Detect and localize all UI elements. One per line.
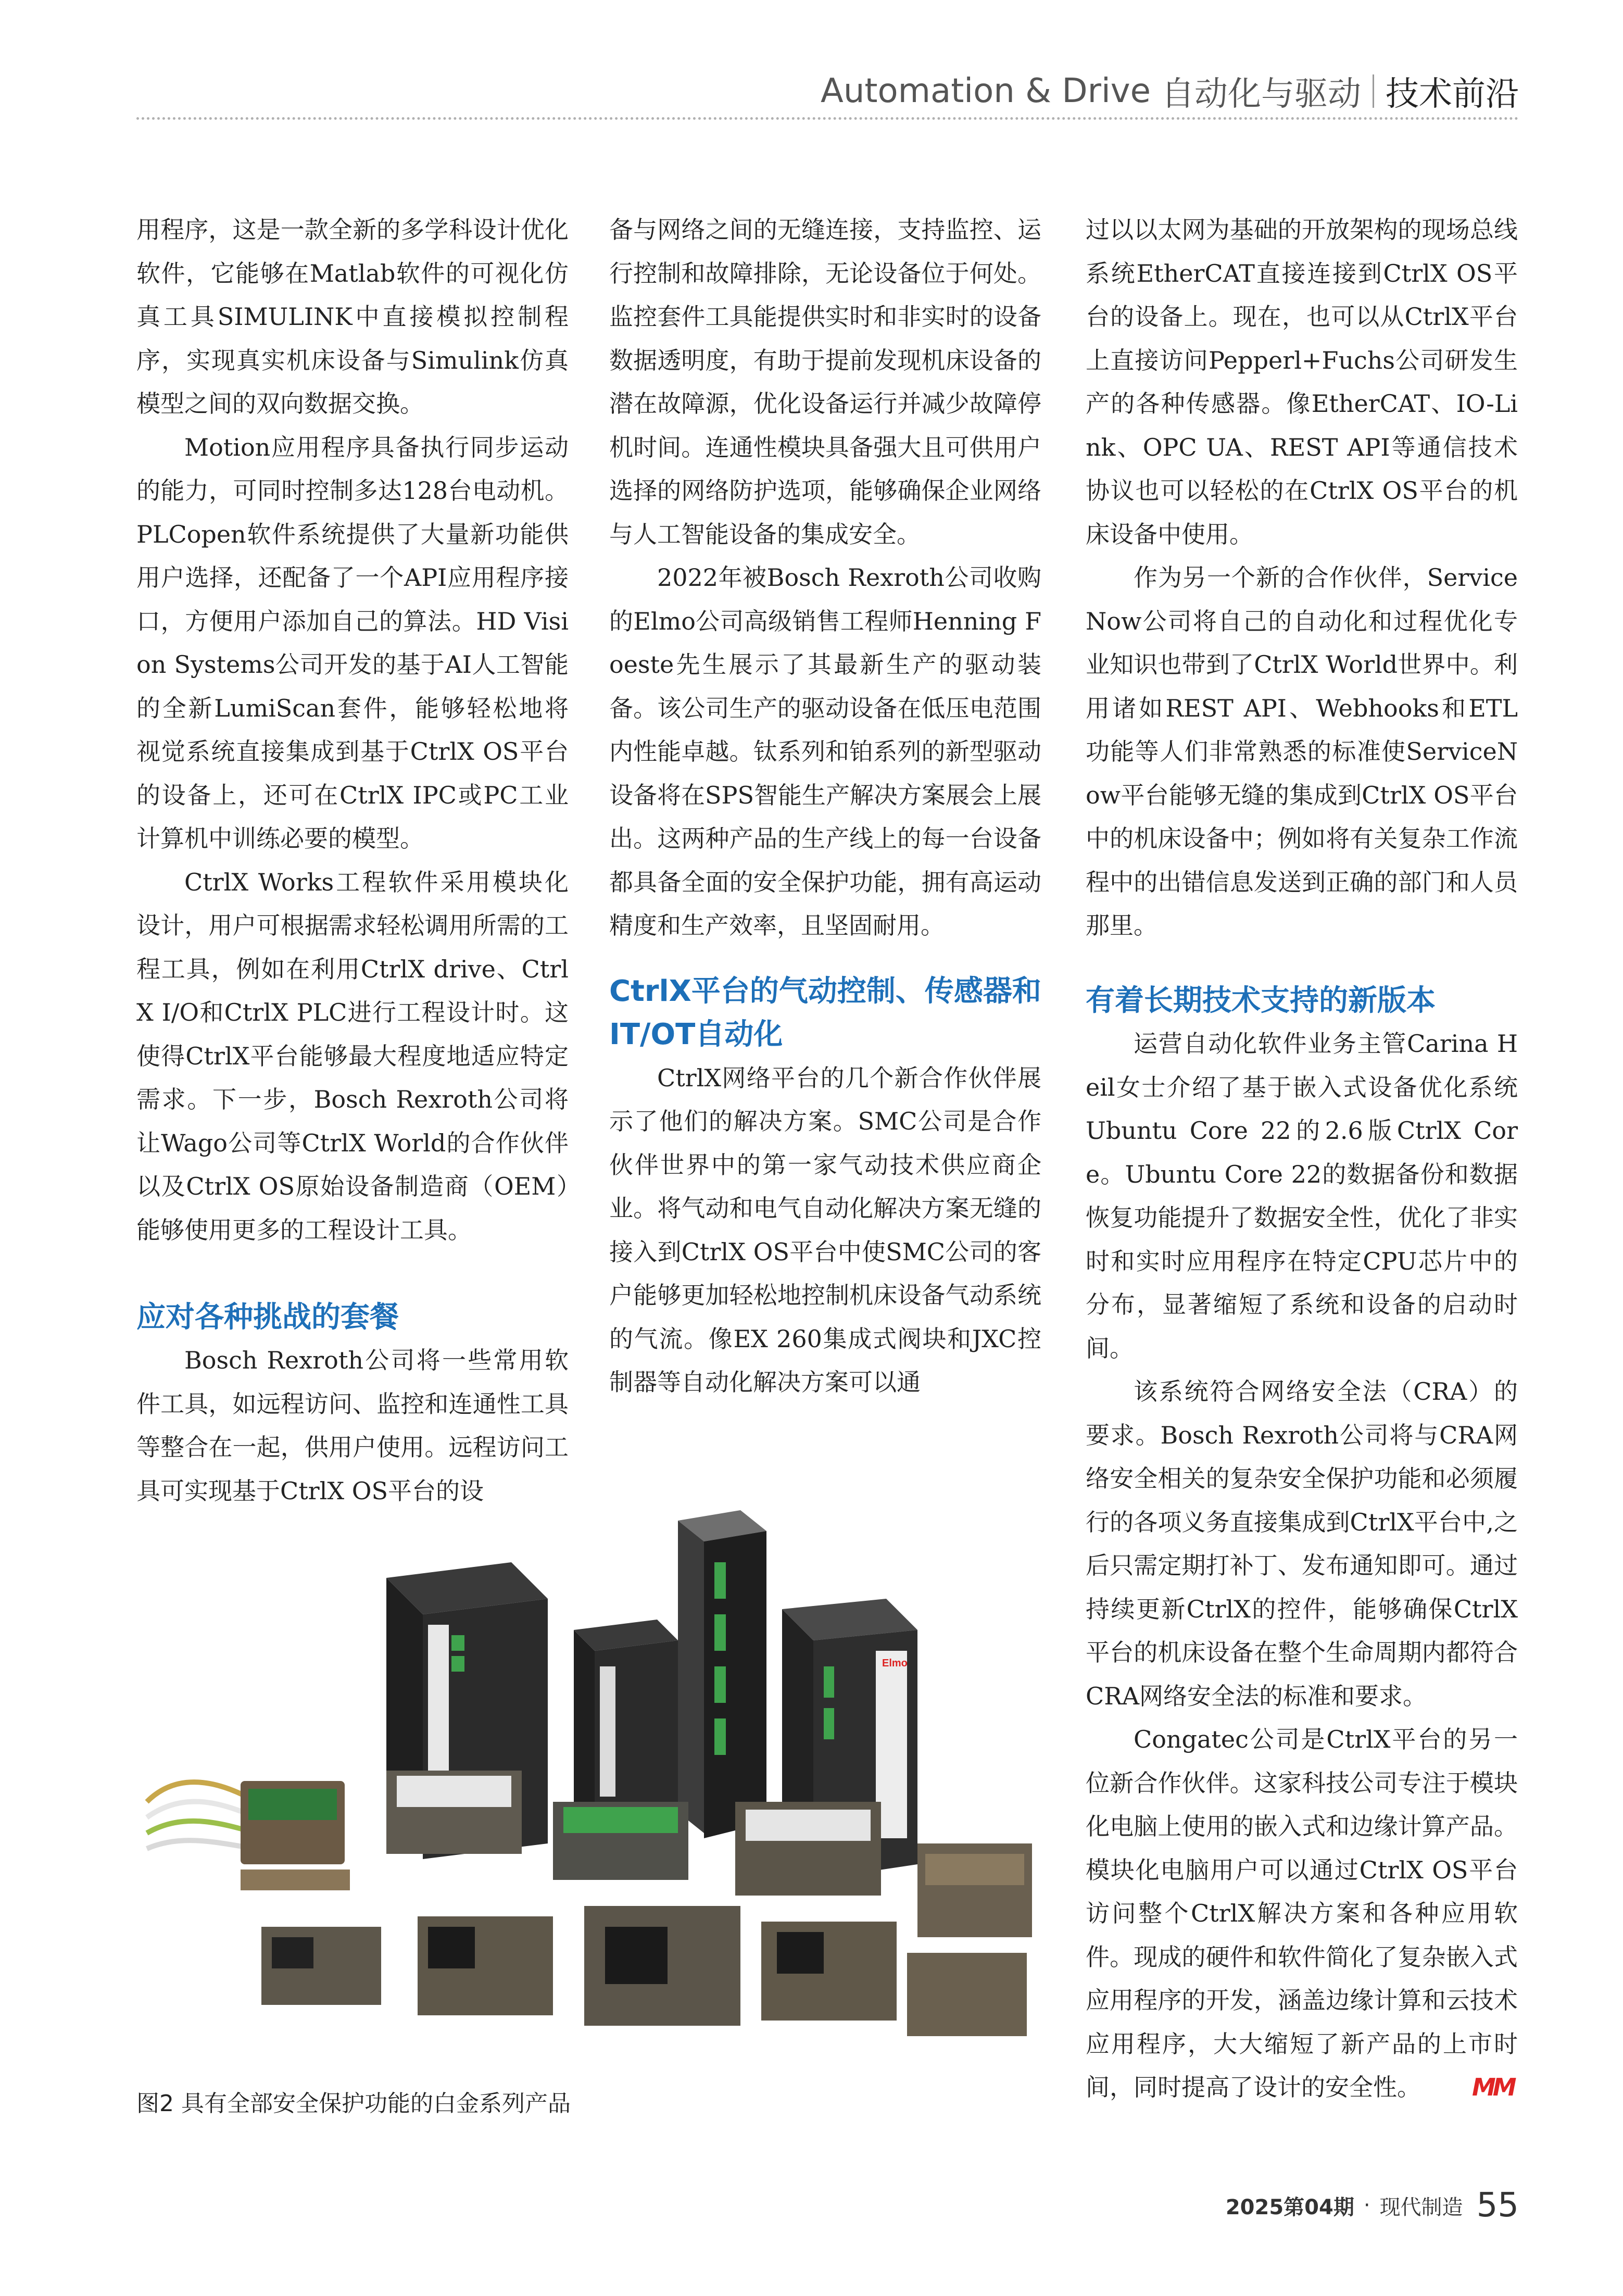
paragraph	[1086, 1718, 1518, 2110]
drive-unit-illustration	[678, 1510, 766, 1838]
paragraph: 过以以太网为基础的开放架构的现场总线系统EtherCAT直接连接到CtrlX OS平台的设备上。现在，也可以从CtrlX平台上直接访问Pepperl+Fuchs公司研发生产的各种传感器。像EtherCAT、IO-Link、OPC UA、REST API等通信技术协议也可以轻松的在CtrlX OS平台的机床设备中使用。	[1086, 216, 1518, 548]
paragraph: 作为另一个新的合作伙伴，ServiceNow公司将自己的自动化和过程优化专业知识也带到了CtrlX World世界中。利用诸如REST API、Webhooks和ETL功能等人们非常熟悉的标准使ServiceNow平台能够无缝的集成到CtrlX OS平台中的机床设备中；例如将有关复杂工作流程中的出错信息发送到正确的部门和人员那里。	[1086, 563, 1518, 939]
cable-bundle-illustration	[147, 1782, 256, 1849]
running-header	[0, 62, 1623, 120]
paragraph: 运营自动化软件业务主管Carina Heil女士介绍了基于嵌入式设备优化系统Ubuntu Core 22的2.6版CtrlX Core。Ubuntu Core 22的数据备份和数据恢复功能提升了数据安全性，优化了非实时和实时应用程序在特定CPU芯片中的分布，显著缩短了系统和设备的启动时间。	[1086, 1030, 1518, 1362]
product-photo	[136, 1510, 1048, 2083]
footer-dot: ·	[1363, 2193, 1370, 2217]
paragraph-text: Congatec公司是CtrlX平台的另一位新合作伙伴。这家科技公司专注于模块化电脑上使用的嵌入式和边缘计算产品。模块化电脑用户可以通过CtrlX OS平台访问整个CtrlX解决方案和各种应用软件。现成的硬件和软件简化了复杂嵌入式应用程序的开发，涵盖边缘计算和云技术应用程序，大大缩短了新产品的上市时间，同时提高了设计的安全性。	[1086, 1725, 1518, 2101]
header-chinese: 自动化与驱动	[1161, 75, 1361, 114]
header-divider	[1373, 74, 1374, 108]
paragraph: 备与网络之间的无缝连接，支持监控、运行控制和故障排除，无论设备位于何处。监控套件工具能提供实时和非实时的设备数据透明度，有助于提前发现机床设备的潜在故障源，优化设备运行并减少故障停机时间。连通性模块具备强大且可供用户选择的网络防护选项，能够确保企业网络与人工智能设备的集成安全。	[609, 216, 1041, 548]
page-footer	[1226, 2182, 1519, 2229]
header-section: 技术前沿	[1386, 75, 1519, 114]
footer-magazine: 现代制造	[1379, 2195, 1463, 2219]
section-heading: CtrlX平台的气动控制、传感器和IT/OT自动化	[609, 974, 1041, 1051]
text-column-2	[609, 208, 1041, 1404]
section-heading: 有着长期技术支持的新版本	[1086, 983, 1436, 1018]
elmo-label: Elmo	[882, 1658, 908, 1669]
paragraph: CtrlX网络平台的几个新合作伙伴展示了他们的解决方案。SMC公司是合作伙伴世界中的第一家气动技术供应商企业。将气动和电气自动化解决方案无缝的接入到CtrlX OS平台中使SMC公司的客户能够更加轻松地控制机床设备气动系统的气流。像EX 260集成式阀块和JXC控制器等自动化解决方案可以通	[609, 1063, 1041, 1396]
header-dotted-rule	[136, 117, 1519, 120]
section-heading: 应对各种挑战的套餐	[136, 1300, 399, 1334]
paragraph: 2022年被Bosch Rexroth公司收购的Elmo公司高级销售工程师Henning Foeste先生展示了其最新生产的驱动装备。该公司生产的驱动设备在低压电范围内性能卓越。钛系列和铂系列的新型驱动设备将在SPS智能生产解决方案展会上展出。这两种产品的生产线上的每一台设备都具备全面的安全保护功能，拥有高运动精度和生产效率，且坚固耐用。	[609, 563, 1041, 939]
text-column-1	[136, 208, 569, 1513]
footer-issue: 2025第04期	[1225, 2195, 1354, 2219]
paragraph: Bosch Rexroth公司将一些常用软件工具，如远程访问、监控和连通性工具等整合在一起，供用户使用。远程访问工具可实现基于CtrlX OS平台的设	[136, 1346, 569, 1505]
mm-end-logo: MM	[1472, 2073, 1514, 2101]
paragraph: Motion应用程序具备执行同步运动的能力，可同时控制多达128台电动机。PLCopen软件系统提供了大量新功能供用户选择，还配备了一个API应用程序接口，方便用户添加自己的算法。HD Vision Systems公司开发的基于AI人工智能的全新LumiScan套件，能够轻松地将视觉系统直接集成到基于CtrlX OS平台的设备上，还可在CtrlX IPC或PC工业计算机中训练必要的模型。	[136, 433, 569, 852]
figure-caption: 图2 具有全部安全保护功能的白金系列产品	[136, 2090, 571, 2117]
paragraph: CtrlX Works工程软件采用模块化设计，用户可根据需求轻松调用所需的工程工具，例如在利用CtrlX drive、CtrlX I/O和CtrlX PLC进行工程设计时。这使得CtrlX平台能够最大程度地适应特定需求。下一步，Bosch Rexroth公司将让Wago公司等CtrlX World的合作伙伴以及CtrlX OS原始设备制造商（OEM）能够使用更多的工程设计工具。	[136, 868, 569, 1244]
paragraph: 该系统符合网络安全法（CRA）的要求。Bosch Rexroth公司将与CRA网络安全相关的复杂安全保护功能和必须履行的各项义务直接集成到CtrlX平台中,之后只需定期打补丁、发布通知即可。通过持续更新CtrlX的控件，能够确保CtrlX平台的机床设备在整个生命周期内都符合CRA网络安全法的标准和要求。	[1086, 1377, 1518, 1710]
header-english: Automation & Drive	[821, 72, 1151, 110]
page-number: 55	[1476, 2186, 1519, 2225]
text-column-3	[1086, 208, 1518, 2110]
paragraph: 用程序，这是一款全新的多学科设计优化软件，它能够在Matlab软件的可视化仿真工具SIMULINK中直接模拟控制程序，实现真实机床设备与Simulink仿真模型之间的双向数据交换。	[136, 216, 569, 418]
